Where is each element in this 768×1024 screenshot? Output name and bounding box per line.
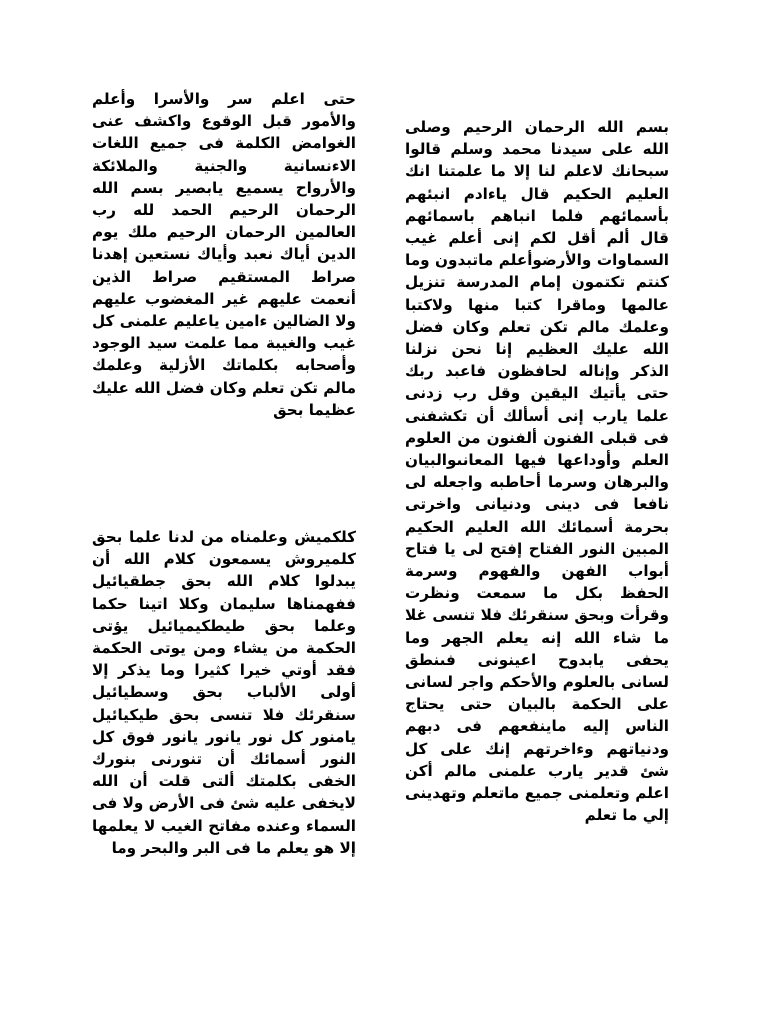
left-column-top-text: حتى اعلم سر والأسرا وأعلم والأمور قبل الوقوع واكشف عنى الغوامض الكلمة فى جميع اللغات الاءنسانية والجنية والملائكة والأرواح يسميع يابصير بسم الله الرحمان الرحيم الحمد لله رب العالمين الرحمان الرحيم ملك يوم الدين أياك نعبد وأياك نستعين إهدنا صراط المستقيم صراط الذين أنعمت عليهم غير المغضوب عليهم ولا الضالين ءامين ياعليم علمنى كل غيب والغيبة مما علمت سيد الوجود وأصحابه بكلماتك الأزلية وعلمك مالم تكن تعلم وكان فضل الله عليك عظيما بحق [92,90,356,419]
left-column-bottom-text: كلكميش وعلمناه من لدنا علما بحق كلميروش يسمعون كلام الله أن يبدلوا كلام الله بحق جطقيائيل ففهمناها سليمان وكلا اتينا حكما وعلما بحق طيطكيميائيل يؤتى الحكمة من يشاء ومن يوتى الحكمة فقد أوتي خيرا كثيرا وما يذكر إلا أولى الألباب بحق وسطيائيل سنقرئك فلا تنسى بحق طيكيائيل يامنور كل نور يانور يانور فوق كل النور أسمائك أن تنورنى بنورك الخفى بكلمتك ألتى قلت أن الله لايخفى عليه شئ فى الأرض ولا فى السماء وعنده مفاتح الغيب لا يعلمها إلا هو يعلم ما فى البر والبحر وما [92,528,356,857]
right-column-text: بسم الله الرحمان الرحيم وصلى الله على سيدنا محمد وسلم قالوا سبحانك لاعلم لنا إلا ما علمتنا انك العليم الحكيم قال ياءادم انبئهم بأسمائهم فلما انباهم باسمائهم قال ألم أقل لكم إنى أعلم غيب السماوات والأرضوأعلم ماتبدون وما كنتم تكتمون إمام المدرسة تنزيل عالمها وماقرا كتبا منها ولاكتبا وعلمك مالم تكن تعلم وكان فضل الله عليك العظيم إنا نحن نزلنا الذكر وإناله لحافظون فاعبد ربك حتى يأتيك اليقين وقل رب زدنى علما يارب إنى أسألك أن تكشفنى فى قبلى الفنون ألفنون من العلوم العلم وأوداعها فيها المعانىوالبيان والبرهان وسرما أحاطبه واجعله لى نافعا فى دينى ودنيانى واخرتى بحرمة أسمائك الله العليم الحكيم المبين النور الفتاح إفتح لى يا فتاح أبواب الفهن والفهوم وسرمة الحفظ بكل ما سمعت ونظرت وقرأت وبحق سنقرئك فلا تنسى غلا ما شاء الله إنه يعلم الجهر وما يحفى يابدوح اعينونى فىنطق لسانى بالعلوم والأحكم واجر لسانى على الحكمة بالبيان حتى يحتاج الناس إليه ماينفعهم فى دبهم ودنياتهم وءاخرتهم إنك على كل شئ قدير يارب علمنى مالم أكن اعلم وتعلمنى جميع ماتعلم وتهدينى إلي ما تعلم [405,118,669,825]
